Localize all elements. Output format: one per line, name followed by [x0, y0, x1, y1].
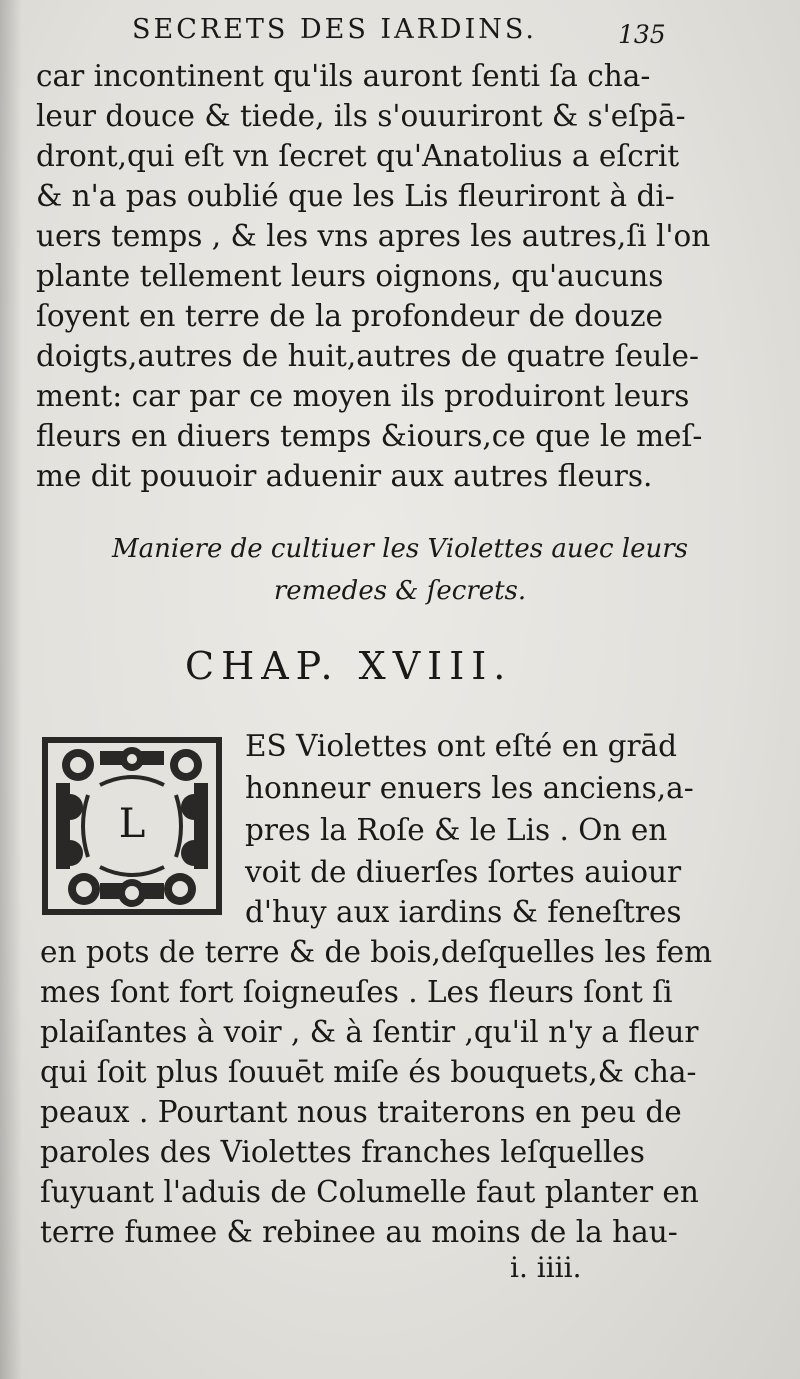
- signature-mark: i. iiii.: [510, 1251, 582, 1284]
- initial-letter: L: [114, 801, 150, 847]
- text-line: paroles des Violettes franches leſquelles: [40, 1135, 645, 1169]
- text-line: ſoyent en terre de la profondeur de douze: [36, 299, 663, 333]
- text-line: ſuyuant l'aduis de Columelle faut planter en: [40, 1175, 699, 1209]
- text-line: d'huy aux iardins & feneſtres: [245, 895, 682, 929]
- text-line: fleurs en diuers temps &iours,ce que le meſ-: [36, 419, 703, 453]
- text-line: doigts,autres de huit,autres de quatre ſeule-: [36, 339, 699, 373]
- decorated-initial: [40, 735, 224, 917]
- text-line: voit de diuerſes ſortes auiour: [245, 855, 682, 889]
- binding-shadow: [0, 0, 22, 1379]
- text-line: uers temps , & les vns apres les autres,ſi l'on: [36, 219, 711, 253]
- text-line: dront,qui eſt vn ſecret qu'Anatolius a eſcrit: [36, 139, 680, 173]
- section-subtitle-continued: remedes & ſecrets.: [273, 576, 527, 606]
- section-subtitle: Maniere de cultiuer les Violettes auec leurs: [111, 534, 689, 564]
- text-line: me dit pouuoir aduenir aux autres fleurs.: [36, 459, 653, 493]
- text-line: mes ſont fort ſoigneuſes . Les fleurs ſont ſi: [40, 975, 673, 1009]
- chapter-heading: CHAP. XVIII.: [185, 644, 513, 688]
- text-line: & n'a pas oublié que les Lis fleuriront à di-: [36, 179, 675, 213]
- text-line: pres la Roſe & le Lis . On en: [245, 813, 668, 847]
- text-line: plante tellement leurs oignons, qu'aucuns: [36, 259, 664, 293]
- text-line: qui ſoit plus ſouuēt miſe és bouquets,& cha-: [40, 1055, 697, 1089]
- text-line: honneur enuers les anciens,a-: [245, 771, 694, 805]
- text-line: ment: car par ce moyen ils produiront leurs: [36, 379, 690, 413]
- text-line: terre fumee & rebinee au moins de la hau-: [40, 1215, 678, 1249]
- text-line: ES Violettes ont eſté en grād: [245, 729, 678, 763]
- text-line: plaiſantes à voir , & à ſentir ,qu'il n'y a fleur: [40, 1015, 699, 1049]
- page-header: [132, 14, 692, 54]
- page-number: 135: [618, 20, 666, 49]
- text-line: en pots de terre & de bois,deſquelles les fem: [40, 935, 713, 969]
- text-line: car incontinent qu'ils auront ſenti ſa cha-: [36, 59, 651, 93]
- text-line: leur douce & tiede, ils s'ouuriront & s'eſpā-: [36, 99, 686, 133]
- running-head: SECRETS DES IARDINS.: [132, 14, 537, 45]
- text-line: peaux . Pourtant nous traiterons en peu de: [40, 1095, 682, 1129]
